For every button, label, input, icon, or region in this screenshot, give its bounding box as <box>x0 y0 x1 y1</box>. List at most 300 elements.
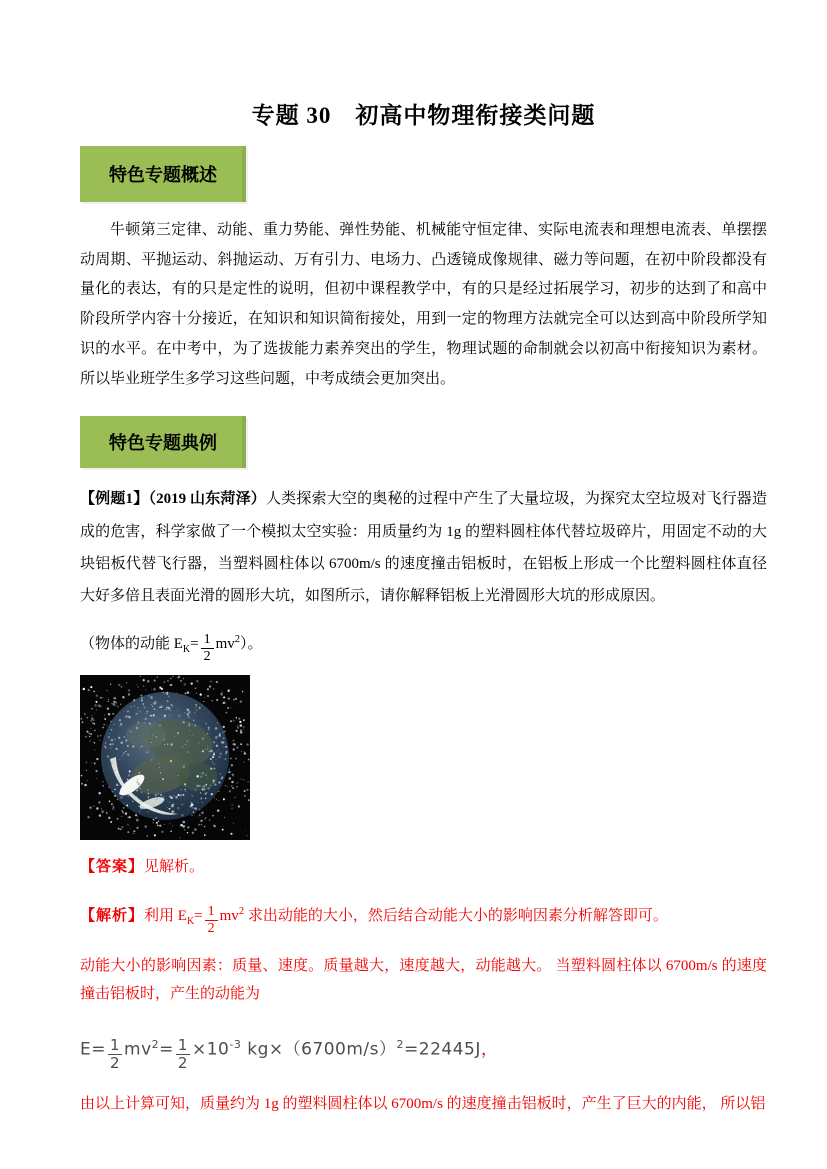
debris-dot <box>235 757 237 759</box>
debris-dot <box>155 794 158 797</box>
debris-dot <box>124 803 125 804</box>
debris-dot <box>98 801 100 803</box>
debris-dot <box>162 813 164 815</box>
debris-dot <box>98 792 101 795</box>
debris-dot <box>100 697 102 699</box>
debris-dot <box>225 753 227 755</box>
debris-dot <box>204 819 205 820</box>
debris-dot <box>172 825 173 826</box>
debris-dot <box>194 712 195 713</box>
debris-dot <box>231 804 233 806</box>
debris-dot <box>178 775 179 776</box>
debris-dot <box>129 772 130 773</box>
debris-dot <box>227 771 229 773</box>
debris-dot <box>223 737 224 738</box>
debris-dot <box>127 753 129 755</box>
debris-dot <box>122 826 124 828</box>
debris-dot <box>153 822 154 823</box>
debris-dot <box>141 699 143 701</box>
debris-dot <box>196 785 198 787</box>
debris-dot <box>178 714 181 717</box>
debris-dot <box>150 715 152 717</box>
debris-dot <box>100 735 102 737</box>
debris-dot <box>223 726 225 728</box>
debris-dot <box>178 794 180 796</box>
debris-dot <box>148 796 149 797</box>
debris-dot <box>243 726 245 728</box>
debris-dot <box>110 821 112 823</box>
debris-dot <box>222 731 224 733</box>
debris-dot <box>148 811 149 812</box>
debris-dot <box>96 778 97 779</box>
debris-dot <box>107 755 110 758</box>
debris-dot <box>207 695 209 697</box>
debris-dot <box>208 750 210 752</box>
debris-dot <box>122 812 123 813</box>
note-mv: mv <box>215 635 235 652</box>
debris-dot <box>104 714 105 715</box>
debris-dot <box>81 718 82 719</box>
debris-dot <box>202 772 205 775</box>
debris-dot <box>170 830 172 832</box>
debris-dot <box>127 745 129 747</box>
debris-dot <box>158 763 159 764</box>
debris-dot <box>154 834 156 836</box>
debris-dot <box>137 724 138 725</box>
debris-dot <box>247 835 248 836</box>
debris-dot <box>237 725 238 726</box>
debris-dot <box>106 725 107 726</box>
debris-dot <box>150 696 153 699</box>
debris-dot <box>102 697 103 698</box>
debris-dot <box>138 772 139 773</box>
conclusion-paragraph: 由以上计算可知，质量约为 1g 的塑料圆柱体以 6700m/s 的速度撞击铝板时，产生了巨大的内能， 所以铝 <box>80 1095 766 1112</box>
calc-frac2-denominator: 2 <box>177 1053 188 1072</box>
debris-dot <box>125 715 127 717</box>
debris-dot <box>161 830 163 832</box>
debris-dot <box>128 693 130 695</box>
debris-dot <box>104 718 106 720</box>
analysis-subscript: K <box>186 915 195 927</box>
debris-dot <box>205 722 207 724</box>
debris-dot <box>136 778 138 780</box>
debris-dot <box>193 811 194 812</box>
debris-dot <box>148 695 150 697</box>
debris-dot <box>128 825 129 826</box>
debris-dot <box>188 722 189 723</box>
debris-dot <box>114 739 115 740</box>
debris-dot <box>122 696 124 698</box>
debris-dot <box>136 684 137 685</box>
debris-dot <box>182 825 185 828</box>
debris-dot <box>225 785 226 786</box>
debris-dot <box>225 746 227 748</box>
debris-dot <box>244 752 246 754</box>
debris-dot <box>216 699 218 701</box>
debris-dot <box>145 718 147 720</box>
debris-dot <box>128 689 130 691</box>
debris-dot <box>153 702 155 704</box>
debris-dot <box>214 783 216 785</box>
note-fraction <box>201 632 214 665</box>
debris-dot <box>108 699 109 700</box>
debris-dot <box>111 762 113 764</box>
debris-dot <box>121 741 123 743</box>
debris-dot <box>145 713 147 715</box>
debris-dot <box>123 698 124 699</box>
banner-overview-label: 特色专题概述 <box>109 165 217 185</box>
debris-dot <box>188 711 190 713</box>
debris-dot <box>144 825 147 828</box>
example1-paragraph <box>80 483 767 613</box>
debris-dot <box>125 739 128 742</box>
debris-dot <box>120 723 123 726</box>
debris-dot <box>183 721 185 723</box>
calc-fraction-2 <box>176 1037 190 1072</box>
debris-dot <box>94 712 95 713</box>
debris-dot <box>109 743 111 745</box>
debris-dot <box>142 703 144 705</box>
debris-dot <box>97 735 99 737</box>
debris-dot <box>185 790 187 792</box>
debris-dot <box>108 701 109 702</box>
debris-dot <box>222 741 225 744</box>
debris-dot <box>194 724 196 726</box>
debris-dot <box>239 721 241 723</box>
debris-dot <box>116 783 119 786</box>
debris-dot <box>204 826 205 827</box>
debris-dot <box>105 742 107 744</box>
debris-dot <box>167 743 169 745</box>
debris-dot <box>123 736 125 738</box>
debris-dot <box>194 828 196 830</box>
debris-dot <box>108 736 110 738</box>
debris-dot <box>127 794 129 796</box>
debris-dot <box>138 686 139 687</box>
debris-dot <box>120 796 123 799</box>
debris-dot <box>187 751 189 753</box>
debris-dot <box>243 761 245 763</box>
debris-dot <box>102 785 104 787</box>
debris-dot <box>111 747 112 748</box>
debris-dot <box>204 697 205 698</box>
debris-dot <box>135 779 136 780</box>
debris-dot <box>182 794 184 796</box>
debris-dot <box>205 793 207 795</box>
debris-dot <box>199 814 201 816</box>
debris-dot <box>143 685 145 687</box>
debris-dot <box>230 757 232 759</box>
debris-dot <box>166 707 167 708</box>
analysis-line <box>80 890 767 944</box>
debris-dot <box>225 751 227 753</box>
debris-dot <box>170 678 172 680</box>
debris-dot <box>165 709 166 710</box>
debris-dot <box>228 697 230 699</box>
debris-dot <box>243 719 245 721</box>
debris-dot <box>196 692 197 693</box>
debris-dot <box>242 691 244 693</box>
debris-dot <box>150 759 152 761</box>
debris-dot <box>132 800 134 802</box>
debris-dot <box>243 729 244 730</box>
debris-dot <box>110 748 111 749</box>
debris-dot <box>135 788 136 789</box>
debris-dot <box>200 693 202 695</box>
debris-dot <box>99 814 101 816</box>
debris-dot <box>184 783 186 785</box>
debris-dot <box>163 681 165 683</box>
debris-dot <box>136 827 138 829</box>
debris-dot <box>93 719 95 721</box>
debris-dot <box>208 713 209 714</box>
debris-dot <box>211 700 213 702</box>
earth-space-debris-image <box>80 675 250 840</box>
note-subscript: K <box>182 643 191 655</box>
debris-dot <box>103 781 104 782</box>
debris-dot <box>245 829 246 830</box>
debris-dot <box>125 812 128 815</box>
debris-dot <box>240 729 242 731</box>
calc-kg-speed: kg×（6700m/s） <box>241 1039 397 1060</box>
debris-dot <box>99 739 100 740</box>
debris-dot <box>147 711 149 713</box>
debris-dot <box>221 741 222 742</box>
debris-dot <box>171 811 173 813</box>
debris-dot <box>234 743 236 745</box>
debris-dot <box>162 691 164 693</box>
debris-dot <box>151 742 152 743</box>
debris-dot <box>149 723 151 725</box>
banner-examples <box>80 416 246 468</box>
debris-dot <box>140 675 141 676</box>
debris-dot <box>164 693 165 694</box>
calc-ten: ×10 <box>191 1039 230 1060</box>
debris-dot <box>170 710 171 711</box>
debris-dot <box>157 676 158 677</box>
debris-dot <box>127 779 129 781</box>
debris-dot <box>168 707 170 709</box>
debris-dot <box>198 808 200 810</box>
debris-dot <box>121 816 122 817</box>
debris-dot <box>222 691 223 692</box>
debris-dot <box>123 807 125 809</box>
debris-dot <box>85 736 87 738</box>
debris-dot <box>200 773 201 774</box>
calc-lhs: E= <box>80 1039 106 1060</box>
debris-dot <box>227 689 230 692</box>
debris-dot <box>109 787 110 788</box>
debris-dot <box>118 828 119 829</box>
debris-dot <box>82 721 84 723</box>
analysis-post: 求出动能的大小，然后结合动能大小的影响因素分析解答即可。 <box>244 907 668 924</box>
debris-dot <box>156 703 157 704</box>
debris-dot <box>90 740 91 741</box>
debris-dot <box>124 711 125 712</box>
debris-dot <box>106 812 107 813</box>
debris-dot <box>213 824 215 826</box>
debris-dot <box>181 814 184 817</box>
calc-mv: mv <box>124 1039 152 1060</box>
debris-dot <box>129 770 131 772</box>
debris-dot <box>232 787 234 789</box>
analysis-fraction <box>205 904 218 937</box>
debris-dot <box>213 753 215 755</box>
debris-dot <box>136 796 138 798</box>
debris-dot <box>192 831 194 833</box>
debris-dot <box>233 748 235 750</box>
debris-dot <box>153 708 155 710</box>
debris-dot <box>138 783 140 785</box>
debris-dot <box>210 680 212 682</box>
calc-result: =22445J <box>404 1039 481 1060</box>
debris-dot <box>137 707 138 708</box>
debris-dot <box>190 805 192 807</box>
debris-dot <box>226 712 228 714</box>
debris-dot <box>202 750 204 752</box>
debris-dot <box>204 749 205 750</box>
debris-dot <box>248 799 250 801</box>
debris-dot <box>216 759 217 760</box>
debris-dot <box>156 821 158 823</box>
debris-dot <box>223 696 225 698</box>
debris-dot <box>143 679 145 681</box>
debris-dot <box>246 789 248 791</box>
debris-dot <box>145 708 146 709</box>
debris-dot <box>153 688 155 690</box>
debris-dot <box>219 733 221 735</box>
debris-dot <box>93 723 95 725</box>
debris-dot <box>133 699 135 701</box>
debris-dot <box>200 797 202 799</box>
debris-dot <box>135 814 137 816</box>
debris-dot <box>224 817 225 818</box>
calc-frac2-numerator: 1 <box>177 1035 188 1054</box>
debris-dot <box>216 751 217 752</box>
debris-dot <box>201 705 202 706</box>
debris-dot <box>113 703 116 706</box>
debris-dot <box>137 721 139 723</box>
debris-dot <box>167 680 169 682</box>
kinetic-factors-paragraph: 动能大小的影响因素：质量、速度。质量越大，速度越大，动能越大。 当塑料圆柱体以 6700m/s 的速度撞击铝板时，产生的动能为 <box>80 957 767 1003</box>
debris-dot <box>177 710 178 711</box>
debris-dot <box>203 788 206 791</box>
debris-dot <box>147 680 150 683</box>
debris-dot <box>216 798 217 799</box>
note-equals: = <box>190 635 199 652</box>
calc-frac1-numerator: 1 <box>110 1035 121 1054</box>
debris-dot <box>81 783 83 785</box>
debris-dot <box>136 713 138 715</box>
debris-dot <box>201 824 203 826</box>
debris-dot <box>210 767 212 769</box>
debris-dot <box>171 814 172 815</box>
debris-dot <box>194 813 195 814</box>
debris-dot <box>212 815 214 817</box>
debris-dot <box>139 811 140 812</box>
debris-dot <box>101 811 103 813</box>
debris-dot <box>171 743 173 745</box>
calc-ten-exponent: -3 <box>229 1037 242 1051</box>
debris-dot <box>163 738 165 740</box>
debris-dot <box>81 775 83 777</box>
debris-dot <box>208 726 210 728</box>
calc-mv-superscript: 2 <box>151 1037 160 1051</box>
debris-dot <box>205 774 207 776</box>
debris-dot <box>230 720 232 722</box>
note-close: ）。 <box>240 635 263 652</box>
debris-dot <box>148 793 150 795</box>
debris-dot <box>123 752 124 753</box>
debris-dot <box>103 770 104 771</box>
debris-dot <box>148 789 150 791</box>
debris-dot <box>231 781 232 782</box>
debris-dot <box>170 714 171 715</box>
analysis-label: 【解析】 <box>80 907 145 924</box>
debris-dot <box>87 780 88 781</box>
debris-dot <box>220 693 223 696</box>
debris-dot <box>95 770 97 772</box>
calc-equals: = <box>159 1039 174 1060</box>
debris-dot <box>127 710 129 712</box>
debris-dot <box>212 761 213 762</box>
debris-dot <box>177 732 179 734</box>
debris-dot <box>127 817 128 818</box>
debris-dot <box>151 704 152 705</box>
debris-dot <box>195 687 197 689</box>
debris-dot <box>235 698 237 700</box>
debris-dot <box>213 741 215 743</box>
debris-dot <box>83 688 85 690</box>
debris-dot <box>187 826 189 828</box>
example1-body: 人类探索大空的奥秘的过程中产生了大量垃圾，为探究太空垃圾对飞行器造成的危害，科学家做了一个模拟太空实验：用质量约为 1g 的塑料圆柱体代替垃圾碎片，用固定不动的大块铝板代替飞行器，当塑料圆柱体以 6700m/s 的速度撞击铝板时，在铝板上形成一个比塑料圆柱体直径大好多倍且表面光滑的圆形大坑，如图所示，请你解释铝板上光滑圆形大坑的形成原因。 <box>80 491 767 605</box>
debris-dot <box>96 758 98 760</box>
debris-dot <box>182 746 183 747</box>
debris-dot <box>160 800 162 802</box>
debris-dot <box>247 781 248 782</box>
debris-dot <box>195 807 197 809</box>
debris-dot <box>137 789 138 790</box>
debris-dot <box>236 786 238 788</box>
debris-dot <box>229 777 232 780</box>
debris-dot <box>223 701 226 704</box>
debris-dot <box>86 770 87 771</box>
debris-dot <box>117 818 119 820</box>
debris-dot <box>244 795 246 797</box>
debris-dot <box>127 831 129 833</box>
debris-dot <box>223 798 225 800</box>
debris-dot <box>198 817 199 818</box>
debris-dot <box>121 810 123 812</box>
debris-dot <box>141 697 143 699</box>
analysis-fraction-numerator: 1 <box>205 904 218 921</box>
debris-dot <box>91 762 92 763</box>
debris-dot <box>188 724 190 726</box>
debris-dot <box>93 805 94 806</box>
debris-dot <box>175 796 178 799</box>
debris-dot <box>87 717 89 719</box>
debris-dot <box>232 773 234 775</box>
debris-dot <box>167 700 169 702</box>
debris-dot <box>248 758 250 760</box>
debris-dot <box>222 829 224 831</box>
debris-dot <box>208 728 210 730</box>
debris-dot <box>120 828 122 830</box>
debris-dot <box>187 691 190 694</box>
document-content <box>80 0 767 1118</box>
debris-dot <box>103 724 105 726</box>
calc-frac1-denominator: 2 <box>110 1053 121 1072</box>
